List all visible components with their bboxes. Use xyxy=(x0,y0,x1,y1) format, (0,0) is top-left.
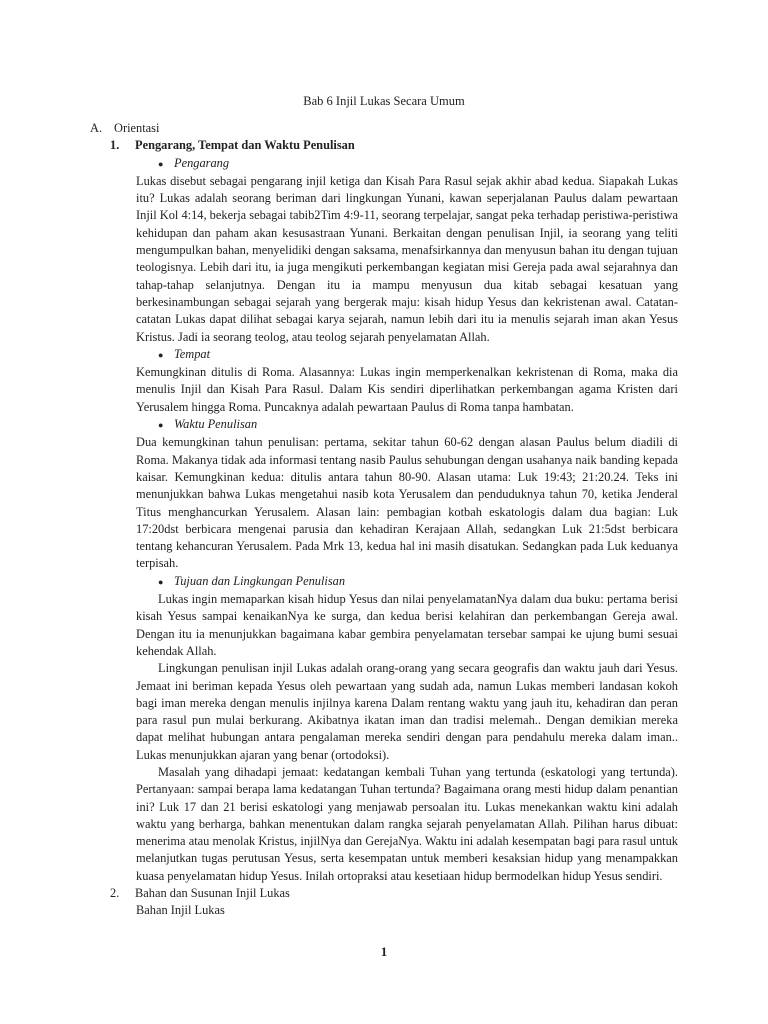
bullet-dot-icon: ● xyxy=(158,349,164,360)
section-2-label: 2. xyxy=(110,886,120,901)
document-body xyxy=(90,120,678,920)
bullet-dot-icon: ● xyxy=(158,158,164,169)
section-1-heading xyxy=(90,137,678,154)
paragraph-tujuan-2: Lingkungan penulisan injil Lukas adalah orang-orang yang secara geografis dan waktu jauh dari Yesus. Jemaat ini beriman kepada Yesus oleh pewartaan yang sudah ada, namun Lukas memberi landasan kokoh bagi iman mereka dengan menulis injilnya karena Dalam rentang waktu yang jauh itu, kehadiran dan peran para rasul pun mulai berkurang. Akibatnya ikatan iman dan tradisi melemah.. Dengan demikian mereka dapat melihat hubungan antara pengalaman mereka sendiri dengan para pendahulu mereka dalam iman.. Lukas menunjukkan ajaran yang benar (ortodoksi). xyxy=(136,661,678,762)
bullet-tempat-label: Tempat xyxy=(174,346,211,361)
section-1-title: Pengarang, Tempat dan Waktu Penulisan xyxy=(135,138,355,153)
bullet-tujuan xyxy=(90,573,678,591)
bullet-pengarang-label: Pengarang xyxy=(174,155,230,170)
paragraph-tempat: Kemungkinan ditulis di Roma. Alasannya: Lukas ingin memperkenalkan kekristenan di Roma, maka dia menulis Injil dan Kisah Para Rasul. Dalam Kis sendiri diperlihatkan perkembangan agama Kristen dari Yerusalem hingga Roma. Puncaknya adalah pewartaan Paulus di Roma tanpa hambatan. xyxy=(136,365,678,414)
subheading-bahan: Bahan Injil Lukas xyxy=(136,903,225,918)
paragraph-tujuan-1: Lukas ingin memaparkan kisah hidup Yesus dan nilai penyelamatanNya dalam dua buku: pertama berisi kisah Yesus sampai kenaikanNya ke surga, dan kedua berisi kelahiran dan perkembangan Gereja awal. Dengan itu ia menunjukkan bagaimana kabar gembira penyelamatan tersebar sampai ke ujung bumi sesuai kehendak Allah. xyxy=(136,592,678,658)
section-2-heading xyxy=(90,885,678,902)
section-a-label: A. xyxy=(90,121,103,135)
paragraph-waktu: Dua kemungkinan tahun penulisan: pertama, sekitar tahun 60-62 dengan alasan Paulus belum diadili di Roma. Makanya tidak ada informasi tentang nasib Paulus sehubungan dengan usahanya naik banding kepada kaisar. Kemungkinan kedua: ditulis antara tahun 80-90. Alasan utama: Luk 19:43; 21:20.24. Teks ini menunjukkan bahwa Lukas mengetahui nasib kota Yerusalem dan penduduknya tahun 70, ketika Jenderal Titus menghancurkan Yerusalem. Alasan lain: pembagian kotbah eskatologis dalam dua bagian: Luk 17:20dst berbicara mengenai parusia dan kehadiran Kerajaan Allah, sedangkan Luk 21:5dst berbicara tentang kehancuran Yerusalem. Pada Mrk 13, kedua hal ini masih disatukan. Sedangkan pada Luk keduanya terpisah. xyxy=(136,435,678,571)
bullet-dot-icon: ● xyxy=(158,576,164,587)
bullet-pengarang xyxy=(90,155,678,173)
bullet-tujuan-label: Tujuan dan Lingkungan Penulisan xyxy=(174,573,346,588)
document-title: Bab 6 Injil Lukas Secara Umum xyxy=(303,94,465,108)
section-a-heading xyxy=(90,120,678,137)
bullet-waktu xyxy=(90,416,678,434)
paragraph-tujuan-3: Masalah yang dihadapi jemaat: kedatangan kembali Tuhan yang tertunda (eskatologi yang tertunda). Pertanyaan: sampai berapa lama kedatangan Tuhan tertunda? Bagaimana orang mesti hidup dalam penantian ini? Luk 17 dan 21 berisi eskatologi yang menjawab persoalan itu. Lukas menekankan waktu kini adalah waktu yang berharga, bahkan menentukan dalam rangka sejarah penyelamatan Allah. Pilihan harus dibuat: menerima atau menolak Kristus, injilNya dan GerejaNya. Waktu ini adalah kesempatan bagi para rasul untuk melanjutkan tugas perutusan Yesus, serta kesempatan untuk memberi kesaksian hidup yang menampakkan kuasa penyelamatan hidup Yesus. Inilah ortopraksi atau kesetiaan hidup bermodelkan hidup Yesus sendiri. xyxy=(136,764,678,883)
paragraph-pengarang: Lukas disebut sebagai pengarang injil ketiga dan Kisah Para Rasul sejak akhir abad kedua. Siapakah Lukas itu? Lukas adalah seorang beriman dari lingkungan Yunani, kawan seperjalanan Paulus dalam pewartaan Injil Kol 4:14, bekerja sebagai tabib2Tim 4:9-11, seorang terpelajar, sangat peka terhadap peristiwa-peristiwa kehidupan dan paham akan kesusastraan Yunani. Berkaitan dengan penulisan Injil, ia seorang yang teliti mengumpulkan bahan, menyelidiki dengan saksama, menafsirkannya dan menyusun bahan itu dengan tujuan teologisnya. Lebih dari itu, ia juga mengikuti perkembangan kegiatan misi Gereja pada awal sejarahnya dan tahap-tahap selanjutnya. Dengan itu ia mampu menyusun dua kitab sebagai kesatuan yang berkesinambungan sebagai sejarah yang bergerak maju: kisah hidup Yesus dan kekristenan awal. Catatan-catatan Lukas dapat dilihat sebagai karya sejarah, namun lebih dari itu ia menulis sejarah iman akan Yesus Kristus. Jadi ia seorang teolog, atau teolog sejarah penyelamatan Allah. xyxy=(136,173,678,344)
section-2-title: Bahan dan Susunan Injil Lukas xyxy=(135,886,290,901)
bullet-waktu-label: Waktu Penulisan xyxy=(174,417,258,432)
bullet-dot-icon: ● xyxy=(158,420,164,431)
section-a-title: Orientasi xyxy=(114,121,160,135)
bullet-tempat xyxy=(90,346,678,364)
page-number: 1 xyxy=(380,944,388,959)
section-1-label: 1. xyxy=(110,138,120,153)
